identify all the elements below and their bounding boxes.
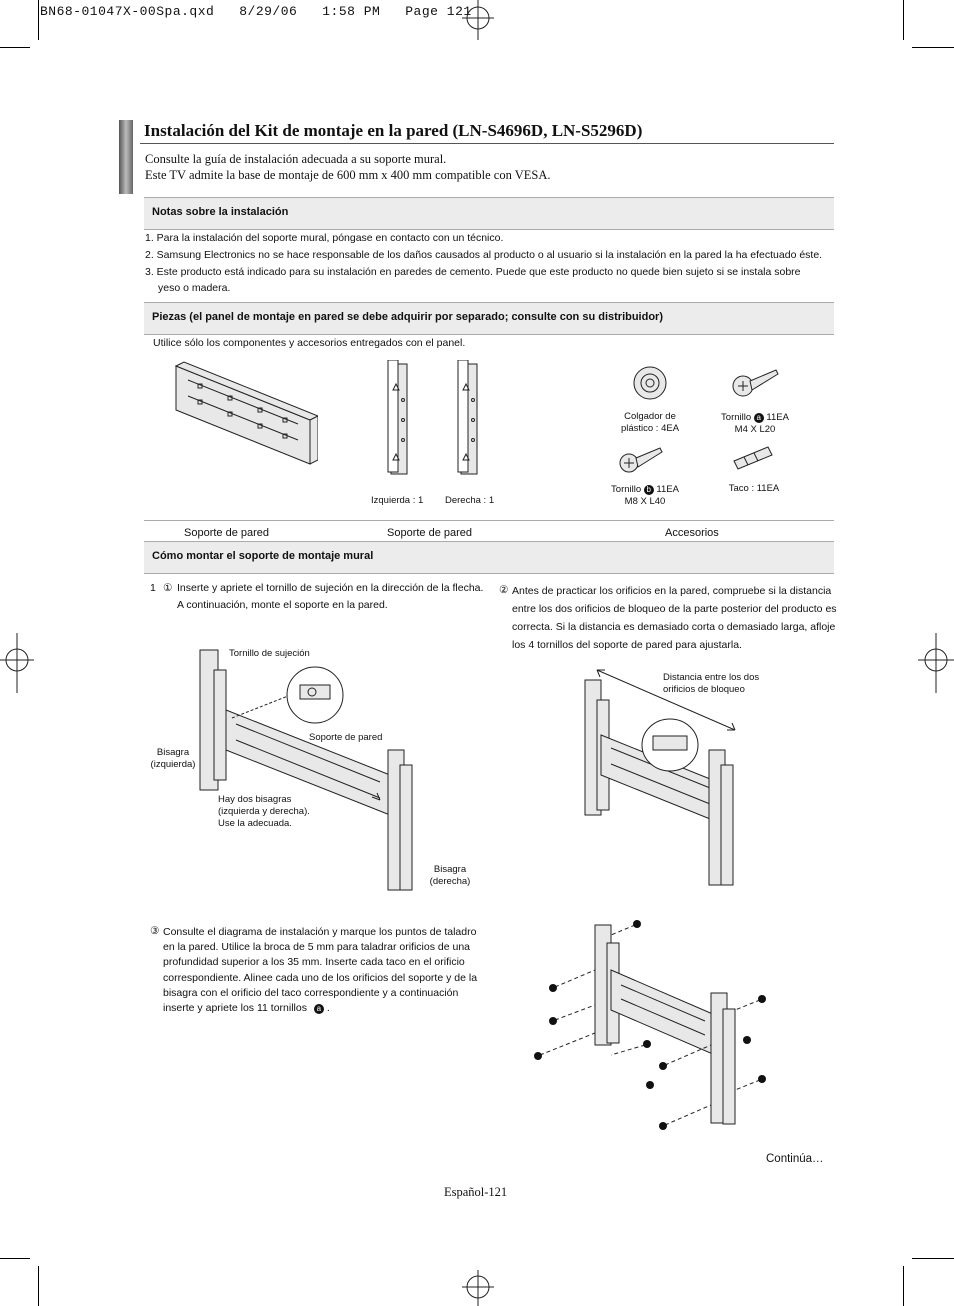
notes-heading-bar [144, 197, 834, 230]
step3-mark: ③ [150, 925, 160, 937]
step3-line-2: en la pared. Utilice la broca de 5 mm para taladrar orificios de una [163, 941, 470, 954]
step3-line-4: correspondiente. Alinee cada uno de los orificios del soporte y de la [163, 971, 478, 984]
registration-mark-bottom [462, 1270, 494, 1306]
notes-heading: Notas sobre la instalación [152, 206, 289, 218]
screw-installation-diagram [525, 915, 775, 1145]
step2-line-4: los 4 tornillos del soporte de pared para ajustarla. [512, 639, 742, 651]
label-wall-bracket: Soporte de pared [309, 732, 383, 743]
screw-a-label-2: M4 X L20 [734, 424, 776, 435]
step3-line-1: Consulte el diagrama de instalación y marque los puntos de taladro [163, 926, 477, 938]
label-hinge-left-1: Bisagra [156, 747, 190, 758]
screw-a-qty: 11EA [766, 412, 789, 423]
col-accessories: Accesorios [665, 527, 719, 539]
screw-b-label-1 [595, 484, 695, 496]
file-slug: BN68-01047X-00Spa.qxd 8/29/06 1:58 PM Page 121 [40, 4, 472, 19]
label-two-hinges-2: (izquierda y derecha). [218, 806, 310, 817]
step-number: 1 [150, 582, 156, 594]
hanger-label-1: Colgador de [624, 411, 676, 422]
screw-a-text: Tornillo [721, 412, 752, 423]
note-3-cont: yeso o madera. [158, 282, 231, 294]
step3-line-5: bisagra con el orificio del taco correspondiente y a continuación [163, 986, 459, 999]
step3-end: . [326, 1002, 330, 1015]
title-rule [140, 143, 834, 144]
screw-b-qty: 11EA [656, 484, 679, 495]
label-lock-distance-2: orificios de bloqueo [663, 684, 745, 695]
screw-b-label-2: M8 X L40 [624, 496, 666, 507]
note-2: 2. Samsung Electronics no se hace responsable de los daños causados al producto o al usuario si la instalación en la pared la ha efectuado éste. [145, 249, 823, 261]
col-wall-bracket-1: Soporte de pared [184, 527, 270, 539]
intro-line-2: Este TV admite la base de montaje de 600 mm x 400 mm compatible con VESA. [145, 168, 551, 182]
step2-line-1: Antes de practicar los orificios en la pared, compruebe si la distancia [512, 585, 832, 597]
intro-line-1: Consulte la guía de instalación adecuada a su soporte mural. [145, 152, 447, 166]
page-title: Instalación del Kit de montaje en la pared (LN-S4696D, LN-S5296D) [144, 121, 643, 140]
crop-mark [912, 1258, 954, 1259]
crop-mark [0, 1258, 30, 1259]
label-two-hinges-1: Hay dos bisagras [218, 794, 292, 805]
screw-a-label-1 [705, 412, 805, 424]
anchor-icon [730, 443, 778, 475]
title-bar [119, 120, 133, 194]
step3-line-6: inserte y apriete los 11 tornillos [163, 1002, 307, 1015]
howto-heading: Cómo montar el soporte de montaje mural [152, 550, 374, 562]
screw-a-icon [732, 366, 782, 400]
label-lock-distance-1: Distancia entre los dos [663, 672, 760, 683]
crop-mark [903, 1266, 904, 1306]
parts-col-rule [144, 520, 834, 521]
step1-mark: ① [163, 582, 173, 594]
hinge-right-illustration [455, 360, 485, 480]
screw-b-mark: b [644, 485, 654, 495]
hanger-label-2: plástico : 4EA [620, 423, 680, 434]
crop-mark [38, 1266, 39, 1306]
label-hinge-right-2: (derecha) [429, 876, 471, 887]
howto-heading-bar [144, 541, 834, 574]
parts-note: Utilice sólo los componentes y accesorios entregados con el panel. [153, 337, 466, 349]
label-fixing-screw: Tornillo de sujeción [229, 648, 310, 659]
screw-b-icon [618, 445, 664, 475]
hinge-left-illustration [385, 360, 415, 480]
step2-mark: ② [499, 584, 509, 596]
parts-heading-bar [144, 302, 834, 335]
screw-b-text: Tornillo [611, 484, 642, 495]
step3-last-line [163, 1001, 493, 1016]
note-3: 3. Este producto está indicado para su instalación en paredes de cemento. Puede que este producto no quede bien sujeto si se instala sobre [145, 266, 801, 278]
wall-panel-illustration [168, 360, 318, 470]
right-hinge-label: Derecha : 1 [445, 495, 495, 506]
step2-line-3: correcta. Si la distancia es demasiado corta o demasiado larga, afloje [512, 621, 836, 633]
plastic-hanger-icon [630, 363, 672, 403]
label-two-hinges-3: Use la adecuada. [218, 818, 292, 829]
anchor-label: Taco : 11EA [728, 483, 780, 494]
step1-line-1: Inserte y apriete el tornillo de sujeción en la dirección de la flecha. [177, 582, 484, 594]
crop-mark [0, 47, 30, 48]
registration-mark-right [918, 633, 954, 693]
left-hinge-label: Izquierda : 1 [371, 495, 424, 506]
step3-screw-mark: a [314, 1004, 324, 1014]
crop-mark [912, 47, 954, 48]
label-hinge-left-2: (izquierda) [150, 759, 196, 770]
parts-heading: Piezas (el panel de montaje en pared se debe adquirir por separado; consulte con su distribuidor) [152, 311, 664, 323]
label-hinge-right-1: Bisagra [433, 864, 467, 875]
hinge-mount-diagram [190, 640, 430, 900]
page-number: Español-121 [444, 1185, 508, 1199]
step1-line-2: A continuación, monte el soporte en la pared. [177, 599, 388, 611]
step2-line-2: entre los dos orificios de bloqueo de la parte posterior del producto es [512, 603, 837, 615]
continues-label: Continúa… [766, 1153, 824, 1165]
step3-text [163, 925, 493, 1016]
screw-a-mark: a [754, 413, 764, 423]
note-1: 1. Para la instalación del soporte mural, póngase en contacto con un técnico. [145, 232, 504, 244]
crop-mark [38, 0, 39, 40]
registration-mark-left [0, 633, 34, 693]
step3-line-3: profundidad superior a los 35 mm. Inserte cada taco en el orificio [163, 956, 465, 969]
col-wall-bracket-2: Soporte de pared [387, 527, 473, 539]
crop-mark [903, 0, 904, 40]
